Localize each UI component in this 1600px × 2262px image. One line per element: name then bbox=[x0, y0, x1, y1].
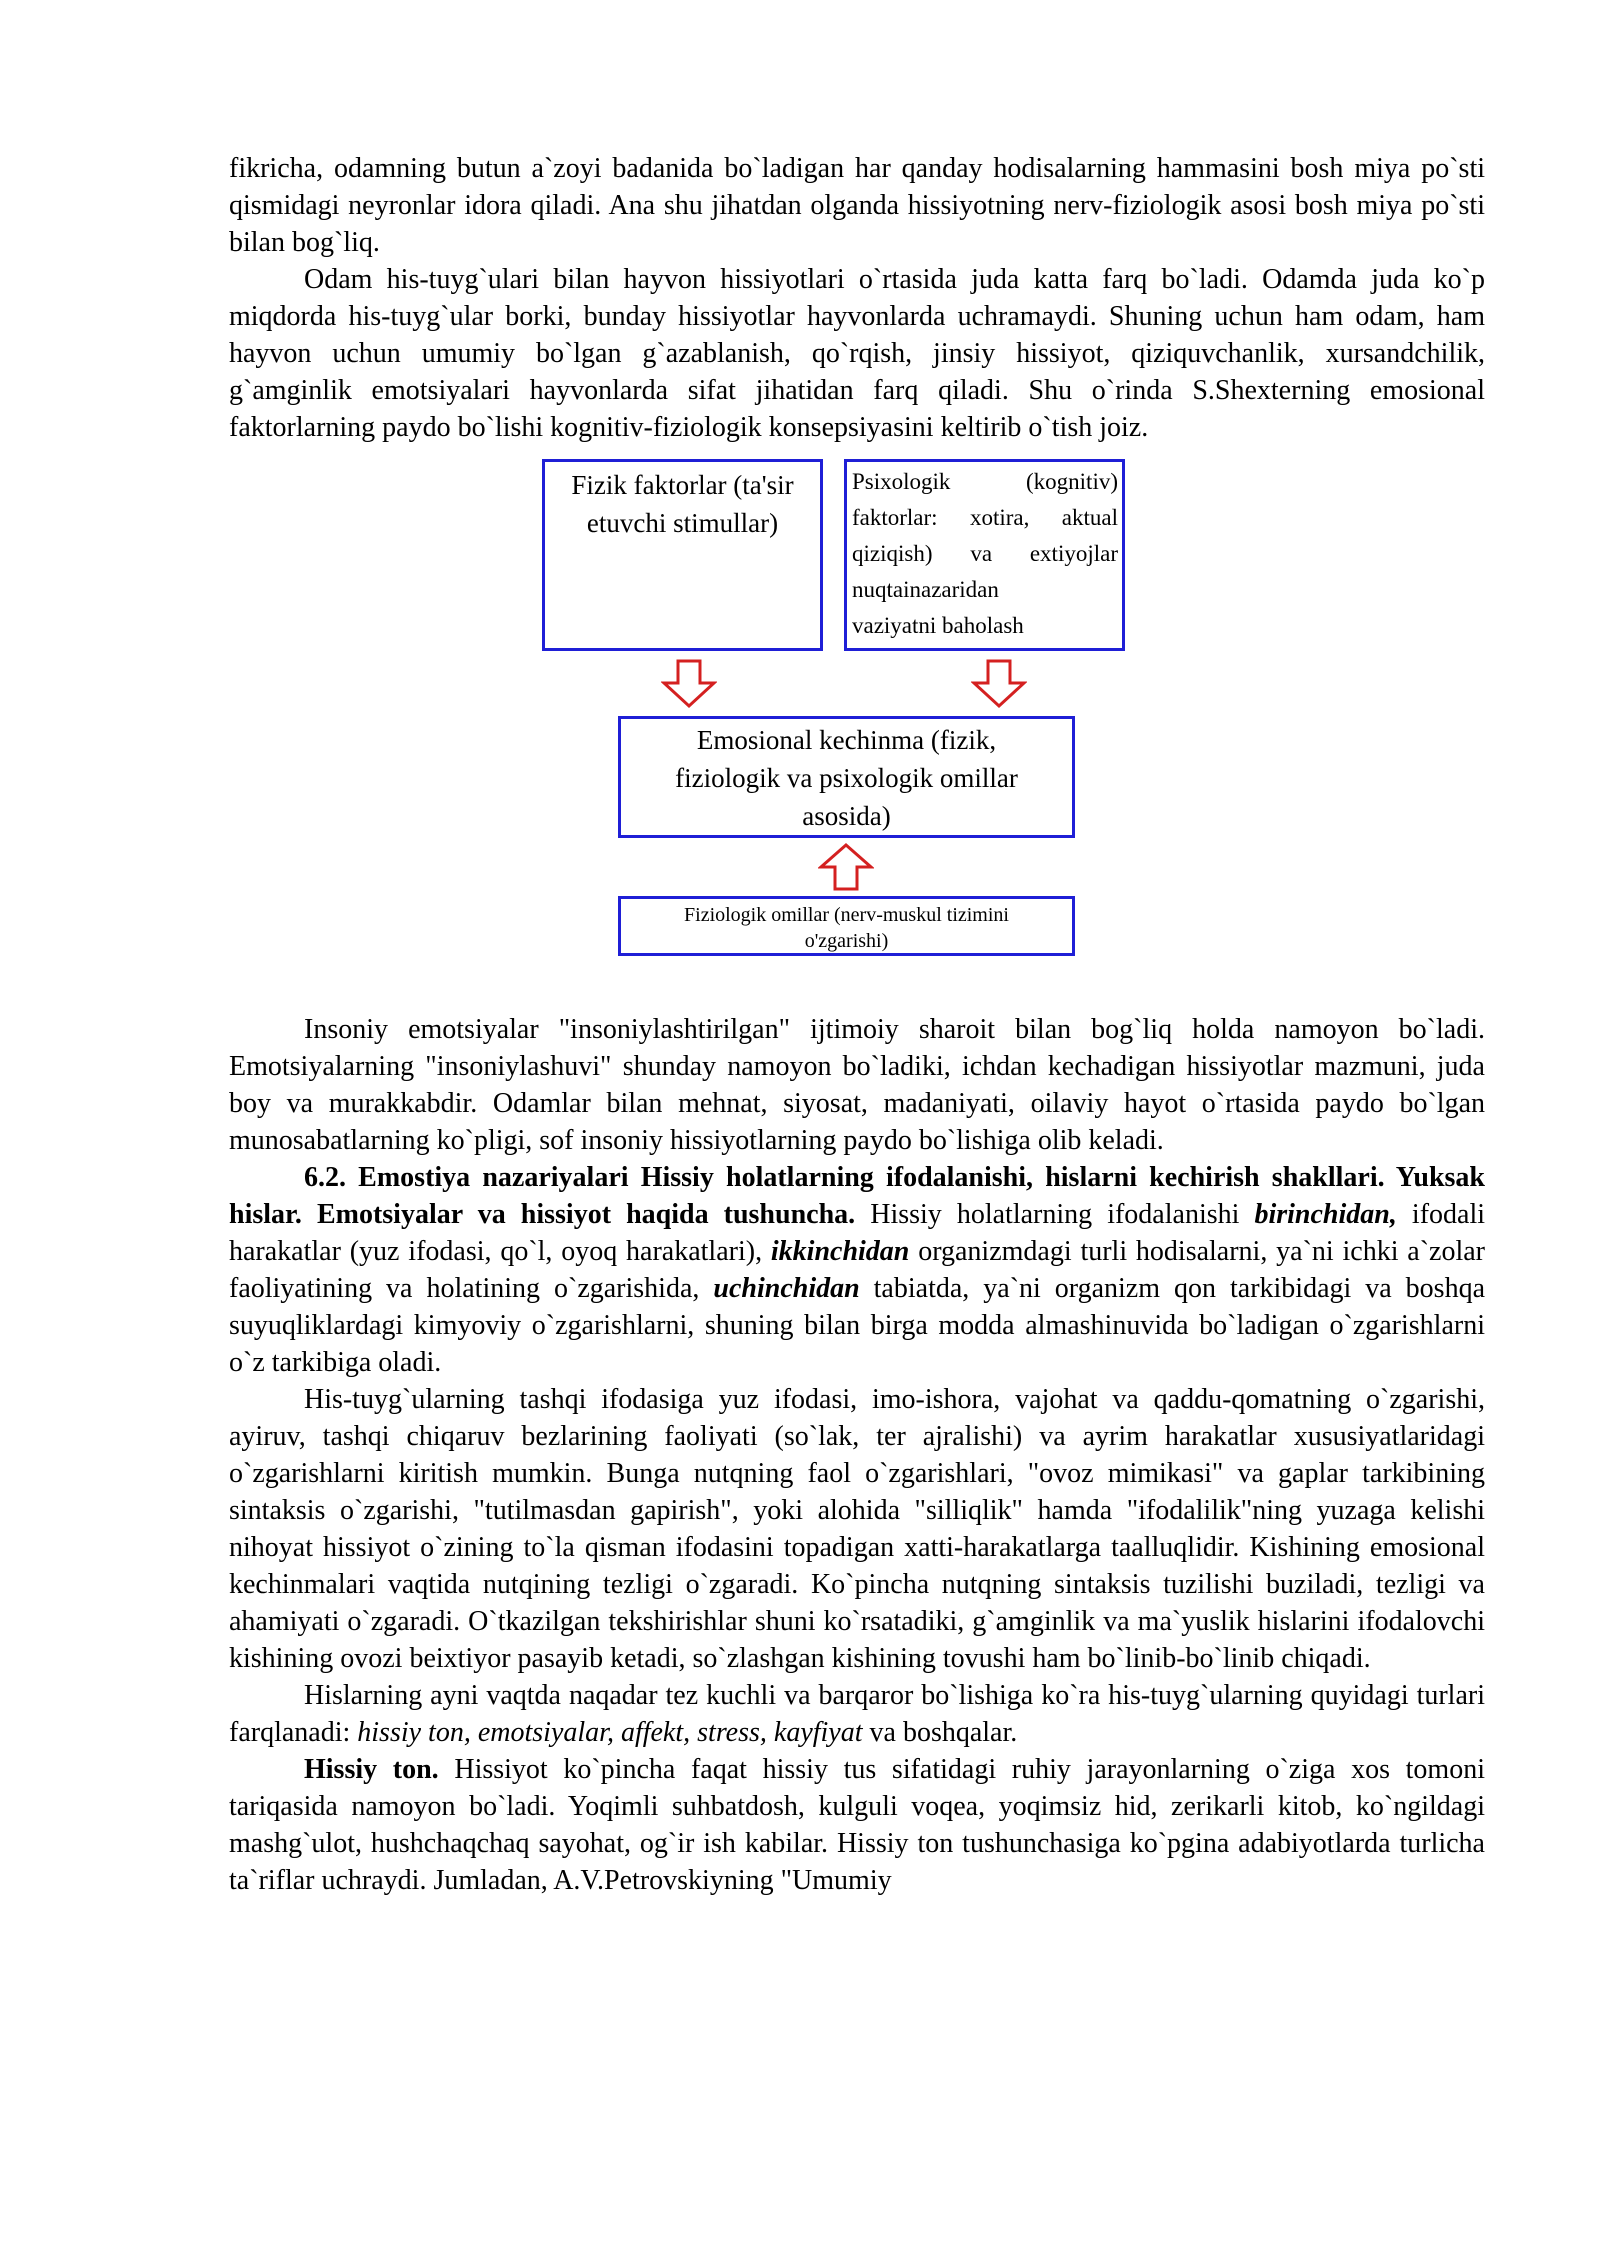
paragraph-4 bbox=[229, 1159, 1485, 1381]
box-physiological-line2: o'zgarishi) bbox=[804, 930, 889, 952]
paragraph-4-text-c: ifodali harakatlar (yuz ifodasi, qo`l, oyoq harakatlari), bbox=[229, 1199, 1486, 1267]
box-psychological-line: Psixologik (kognitiv) bbox=[852, 469, 1118, 494]
paragraph-4-text-e: organizmdagi turli hodisalarni, ya`ni ichki a`zolar faoliyatining va holatining o`zgarishida, bbox=[229, 1236, 1485, 1304]
paragraph-2: Odam his-tuyg`ulari bilan hayvon hissiyotlari o`rtasida juda katta farq bo`ladi. Odamda juda ko`p miqdorda his-tuyg`ular borki, bunday hissiyotlar hayvonlarda uchramaydi. Shuning uchun ham odam, ham hayvon uchun umumiy bo`lgan g`azablanish, qo`rqish, jinsiy hissiyot, qiziquvchanlik, xursandchilik, g`amginlik emotsiyalari hayvonlarda sifat jihatidan farq qiladi. Shu o`rinda S.Shexterning emosional faktorlarning paydo bo`lishi kognitiv-fiziologik konsepsiyasini keltirib o`tish joiz. bbox=[229, 264, 1485, 443]
emphasis-birinchidan: birinchidan, bbox=[1254, 1199, 1397, 1230]
box-physical-factors bbox=[542, 459, 823, 651]
box-psychological-line: faktorlar: xotira, aktual bbox=[852, 505, 1118, 530]
emphasis-uchinchidan: uchinchidan bbox=[713, 1273, 860, 1304]
box-physical-factors-line1: Fizik faktorlar (ta'sir bbox=[571, 470, 794, 500]
box-psychological-line: nuqtainazaridan bbox=[852, 577, 999, 602]
box-psychological-factors bbox=[844, 459, 1125, 651]
paragraph-5: His-tuyg`ularning tashqi ifodasiga yuz ifodasi, imo-ishora, vajohat va qaddu-qomatning o`zgarishi, ayiruv, tashqi chiqaruv bezlarining faoliyati (so`lak, ter ajralishi) va ayrim harakatlar xususiyatlaridagi o`zgarishlarni kiritish mumkin. Bunga nutqning faol o`zgarishlari, "ovoz mimikasi" va gaplar tarkibining sintaksis o`zgarishi, "tutilmasdan gapirish", yoki alohida "silliqlik" hamda "ifodalilik"ning yuzaga kelishi nihoyat hissiyot o`zining to`la qisman ifodasini topadigan xatti-harakatlarga taalluqlidir. Kishining emosional kechinmalari vaqtida nutqining tezligi o`zgaradi. Ko`pincha nutqning sintaksis tuzilishi buziladi, tezligi va ahamiyati o`zgaradi. O`tkazilgan tekshirishlar shuni ko`rsatadiki, g`amginlik va ma`yuslik hislarini ifodalovchi kishining ovozi beixtiyor pasayib ketadi, so`zlashgan kishining tovushi ham bo`linib-bo`linib chiqadi. bbox=[229, 1384, 1485, 1674]
box-physiological-line1: Fiziologik omillar (nerv-muskul tizimini bbox=[684, 904, 1009, 926]
paragraph-4-text-g: tabiatda, ya`ni organizm qon tarkibidagi va boshqa suyuqliklardagi kimyoviy o`zgarishlarni, shuning bilan birga modda almashinuvida bo`ladigan o`zgarishlarni o`z tarkibiga oladi. bbox=[229, 1273, 1486, 1378]
emphasis-ikkinchidan: ikkinchidan bbox=[770, 1236, 910, 1267]
emotion-types-list: hissiy ton, emotsiyalar, affekt, stress, kayfiyat bbox=[357, 1717, 863, 1748]
cognitive-physiological-diagram bbox=[229, 446, 1485, 1011]
paragraph-6-text-a: Hislarning ayni vaqtda naqadar tez kuchli va barqaror bo`lishiga ko`ra his-tuyg`ularning quyidagi turlari farqlanadi: bbox=[229, 1680, 1485, 1748]
down-arrow-right-icon bbox=[971, 659, 1027, 709]
paragraph-1: fikricha, odamning butun a`zoyi badanida bo`ladigan har qanday hodisalarning hammasini bosh miya po`sti qismidagi neyronlar idora qiladi. Ana shu jihatdan olganda hissiyotning nerv-fiziologik asosi bosh miya po`sti bilan bog`liq. bbox=[229, 153, 1485, 258]
up-arrow-icon bbox=[818, 843, 874, 891]
subheading-hissiy-ton: Hissiy ton. bbox=[304, 1754, 439, 1785]
paragraph-4-text-a: Hissiy holatlarning ifodalanishi bbox=[855, 1199, 1255, 1230]
box-psychological-line: vaziyatni baholash bbox=[852, 613, 1024, 638]
box-emotional-line3: asosida) bbox=[802, 801, 891, 831]
paragraph-6 bbox=[229, 1677, 1485, 1751]
box-emotional-line1: Emosional kechinma (fizik, bbox=[696, 725, 997, 755]
section-heading-6-2: 6.2. Emostiya nazariyalari Hissiy holatlarning ifodalanishi, hislarni kechirish shakllari. Yuksak hislar. Emotsiyalar va hissiyot haqida tushuncha. bbox=[229, 1162, 1485, 1230]
paragraph-3: Insoniy emotsiyalar "insoniylashtirilgan" ijtimoiy sharoit bilan bog`liq holda namoyon bo`ladi. Emotsiyalarning "insoniylashuvi" shunday namoyon bo`ladiki, ichdan kechadigan hissiyotlar mazmuni, juda boy va murakkabdir. Odamlar bilan mehnat, siyosat, madaniyati, oilaviy hayot o`rtasida paydo bo`lgan munosabatlarning ko`pligi, sof insoniy hissiyotlarning paydo bo`lishiga olib keladi. bbox=[229, 1014, 1485, 1156]
box-physiological-factors bbox=[618, 896, 1075, 956]
down-arrow-left-icon bbox=[661, 659, 717, 709]
box-physical-factors-line2: etuvchi stimullar) bbox=[586, 508, 779, 538]
paragraph-6-text-c: va boshqalar. bbox=[862, 1717, 1018, 1748]
box-emotional-experience bbox=[618, 716, 1075, 838]
paragraph-7 bbox=[229, 1751, 1485, 1899]
box-psychological-line: qiziqish) va extiyojlar bbox=[852, 541, 1118, 566]
document-page bbox=[229, 150, 1485, 1899]
box-emotional-line2: fiziologik va psixologik omillar bbox=[675, 763, 1018, 793]
paragraph-7-body: Hissiyot ko`pincha faqat hissiy tus sifatidagi ruhiy jarayonlarning o`ziga xos tomoni tariqasida namoyon bo`ladi. Yoqimli suhbatdosh, kulguli voqea, yoqimsiz hid, zerikarli kitob, ko`ngildagi mashg`ulot, hushchaqchaq sayohat, og`ir ish kabilar. Hissiy ton tushunchasiga ko`pgina adabiyotlarda turlicha ta`riflar uchraydi. Jumladan, A.V.Petrovskiyning "Umumiy bbox=[229, 1754, 1485, 1896]
